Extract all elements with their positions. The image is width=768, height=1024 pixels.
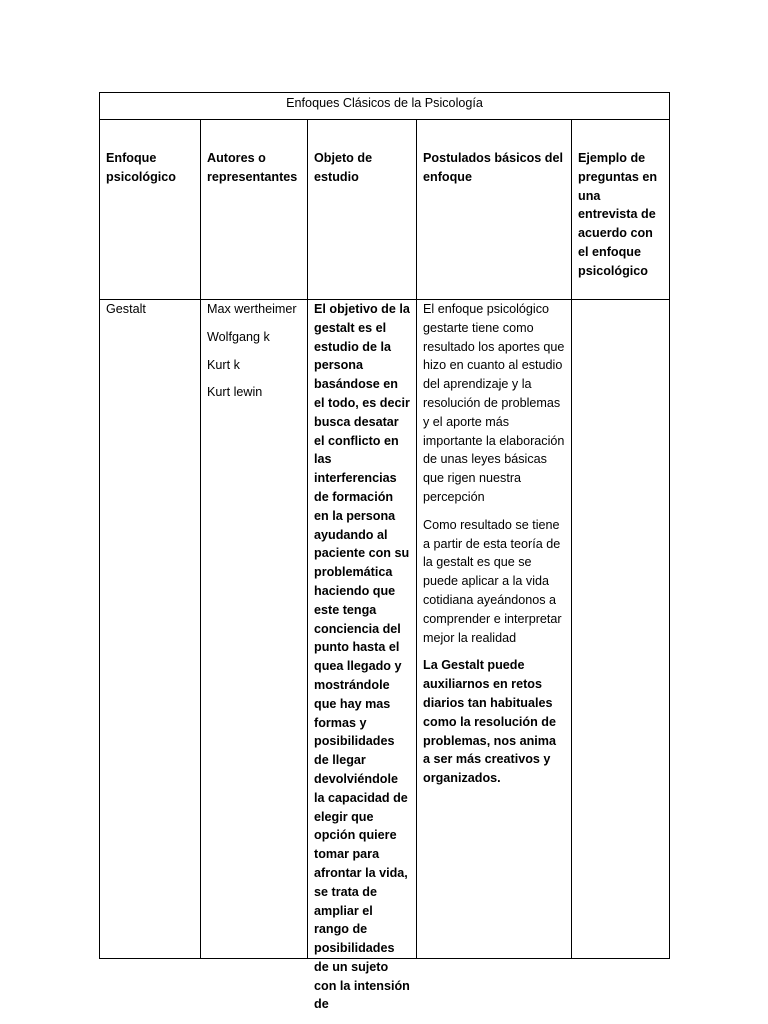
table-row-gestalt [100,300,670,959]
table-title-row [100,93,670,120]
author-name: Kurt lewin [207,385,263,400]
cell-objeto [308,300,417,1012]
cell-ejemplo [572,300,670,959]
postulado-paragraph: Como resultado se tiene a partir de esta teoría de la gestalt es que se puede aplicar a la vida cotidiana ayeándonos a comprender e interpretar mejor la realidad [423,517,562,645]
header-postulados: Postulados básicos del enfoque [417,120,572,300]
header-enfoque: Enfoque psicológico [100,120,201,300]
cell-postulados [417,300,572,959]
header-objeto: Objeto de estudio [308,120,417,300]
postulado-paragraph: El enfoque psicológico gestarte tiene como resultado los aportes que hizo en cuanto al estudio del aprendizaje y la resolución de problemas y el aporte más importante la elaboración de unas leyes básicas que rigen nuestra percepción [423,302,565,504]
header-ejemplo: Ejemplo de preguntas en una entrevista de acuerdo con el enfoque psicológico [572,120,670,300]
cell-autores [201,300,308,959]
author-name: Max wertheimer [207,302,297,316]
author-name: Kurt k [207,357,240,372]
psychology-approaches-table [99,92,670,1012]
postulado-paragraph: La Gestalt puede auxiliarnos en retos diarios tan habituales como la resolución de problemas, nos anima a ser más creativos y organizados. [423,658,556,786]
table-header-row [100,120,670,300]
cell-enfoque: Gestalt [100,300,201,959]
table-title: Enfoques Clásicos de la Psicología [100,93,670,120]
header-autores: Autores o representantes [201,120,308,300]
author-name: Wolfgang k [207,329,270,344]
objeto-text: El objetivo de la gestalt es el estudio de la persona basándose en el todo, es decir busca desatar el conflicto en las interferencias de formación en la persona ayudando al paciente con su problemática haciendo que este tenga conciencia del punto hasta el quea llegado y mostrándole que hay mas formas y posibilidades de llegar devolviéndole la capacidad de elegir que opción quiere tomar para afrontar la vida, se trata de ampliar el rango de posibilidades de un sujeto con la intensión de [314,302,410,1012]
